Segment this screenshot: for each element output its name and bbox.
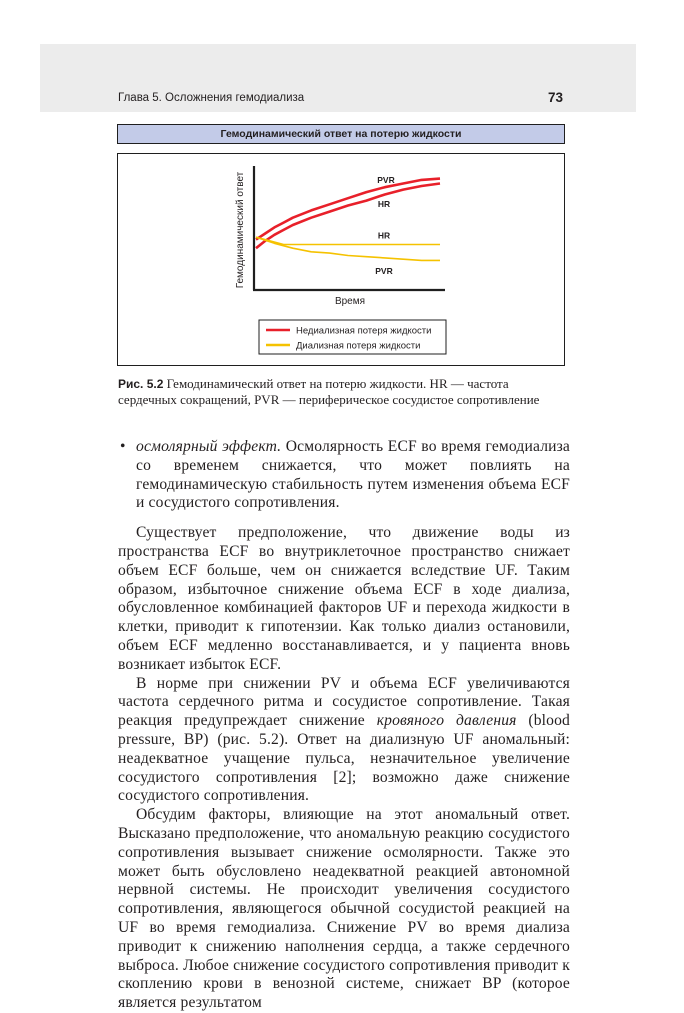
bullet-term: осмолярный эффект. — [136, 438, 282, 455]
series-label-1: HR — [377, 198, 391, 209]
body-text — [118, 438, 570, 1013]
page-number: 73 — [548, 90, 564, 105]
series-line-2 — [256, 237, 440, 244]
legend-item-non-dialysis: Недиализная потеря жидкости — [296, 325, 432, 337]
series-layer — [256, 179, 440, 261]
legend-item-dialysis: Диализная потеря жидкости — [296, 340, 421, 352]
paragraph-2-end: (blood pressure, BP) (рис. 5.2). Ответ на диализную UF аномальный: неадекватное учащение пульса, незначительное увеличение сосудистого сопротивления [2]; возможно даже снижение сосудистого сопротивления. — [118, 712, 570, 805]
figure-caption — [118, 376, 570, 408]
series-label-3: PVR — [375, 265, 393, 276]
bullet-item — [118, 438, 570, 513]
bullet-marker: • — [120, 438, 126, 455]
bullet-text: Осмолярность ECF во время гемодиализа со временем снижается, что может повлиять на гемодинамическую стабильность путем изменения объема ECF и сосудистого сопротивления. — [136, 438, 571, 512]
paragraph-2-term: кровяного давления — [376, 712, 517, 730]
x-axis-label: Время — [334, 296, 366, 307]
caption-label: Рис. 5.2 — [118, 377, 164, 391]
figure-title: Гемодинамический ответ на потерю жидкости — [117, 124, 565, 144]
legend — [259, 320, 446, 354]
paragraph-2-start: В норме при снижении PV и объема ECF увеличиваются частота сердечного ритма и сосудистое сопротивление. Такая реакция предупреждает снижение — [118, 674, 570, 730]
paragraph-2 — [118, 675, 570, 807]
paragraph-1: Существует предположение, что движение воды из пространства ECF во внутриклеточное пространство снижает объем ECF больше, чем он снижается вследствие UF. Таким образом, избыточное снижение объема ECF в ходе диализа, обусловленное комбинацией факторов UF и перехода жидкости в клетки, приводит к гипотензии. Как только диализ остановили, объем ECF медленно восстанавливается, и у пациента вновь возникает избыток ECF. — [118, 524, 570, 673]
plot-area — [235, 166, 445, 307]
paragraph-3: Обсудим факторы, влияющие на этот аномальный ответ. Высказано предположение, что аномальную реакцию сосудистого сопротивления вызывает снижение осмолярности. Также это может быть обусловлено неадекватной реакцией автономной нервной системы. Не происходит увеличения сосудистого сопротивления, являющегося обычной сосудистой реакцией на UF во время гемодиализа. Снижение PV во время диализа приводит к снижению наполнения сердца, а также сердечного выброса. Любое снижение сосудистого сопротивления приводит к скоплению крови в венозной системе, снижает BP (которое является результатом — [118, 806, 570, 1012]
figure-panel — [117, 153, 565, 366]
hemodynamic-chart — [118, 154, 564, 365]
series-label-0: PVR — [377, 174, 395, 185]
series-line-3 — [256, 237, 440, 260]
series-label-2: HR — [377, 230, 391, 241]
series-line-1 — [256, 184, 440, 249]
caption-text: Гемодинамический ответ на потерю жидкости. HR — частота сердечных сокращений, PVR — периферическое сосудистое сопротивление — [118, 376, 540, 407]
y-axis-label: Гемодинамический ответ — [235, 171, 246, 289]
running-title: Глава 5. Осложнения гемодиализа — [118, 92, 305, 104]
